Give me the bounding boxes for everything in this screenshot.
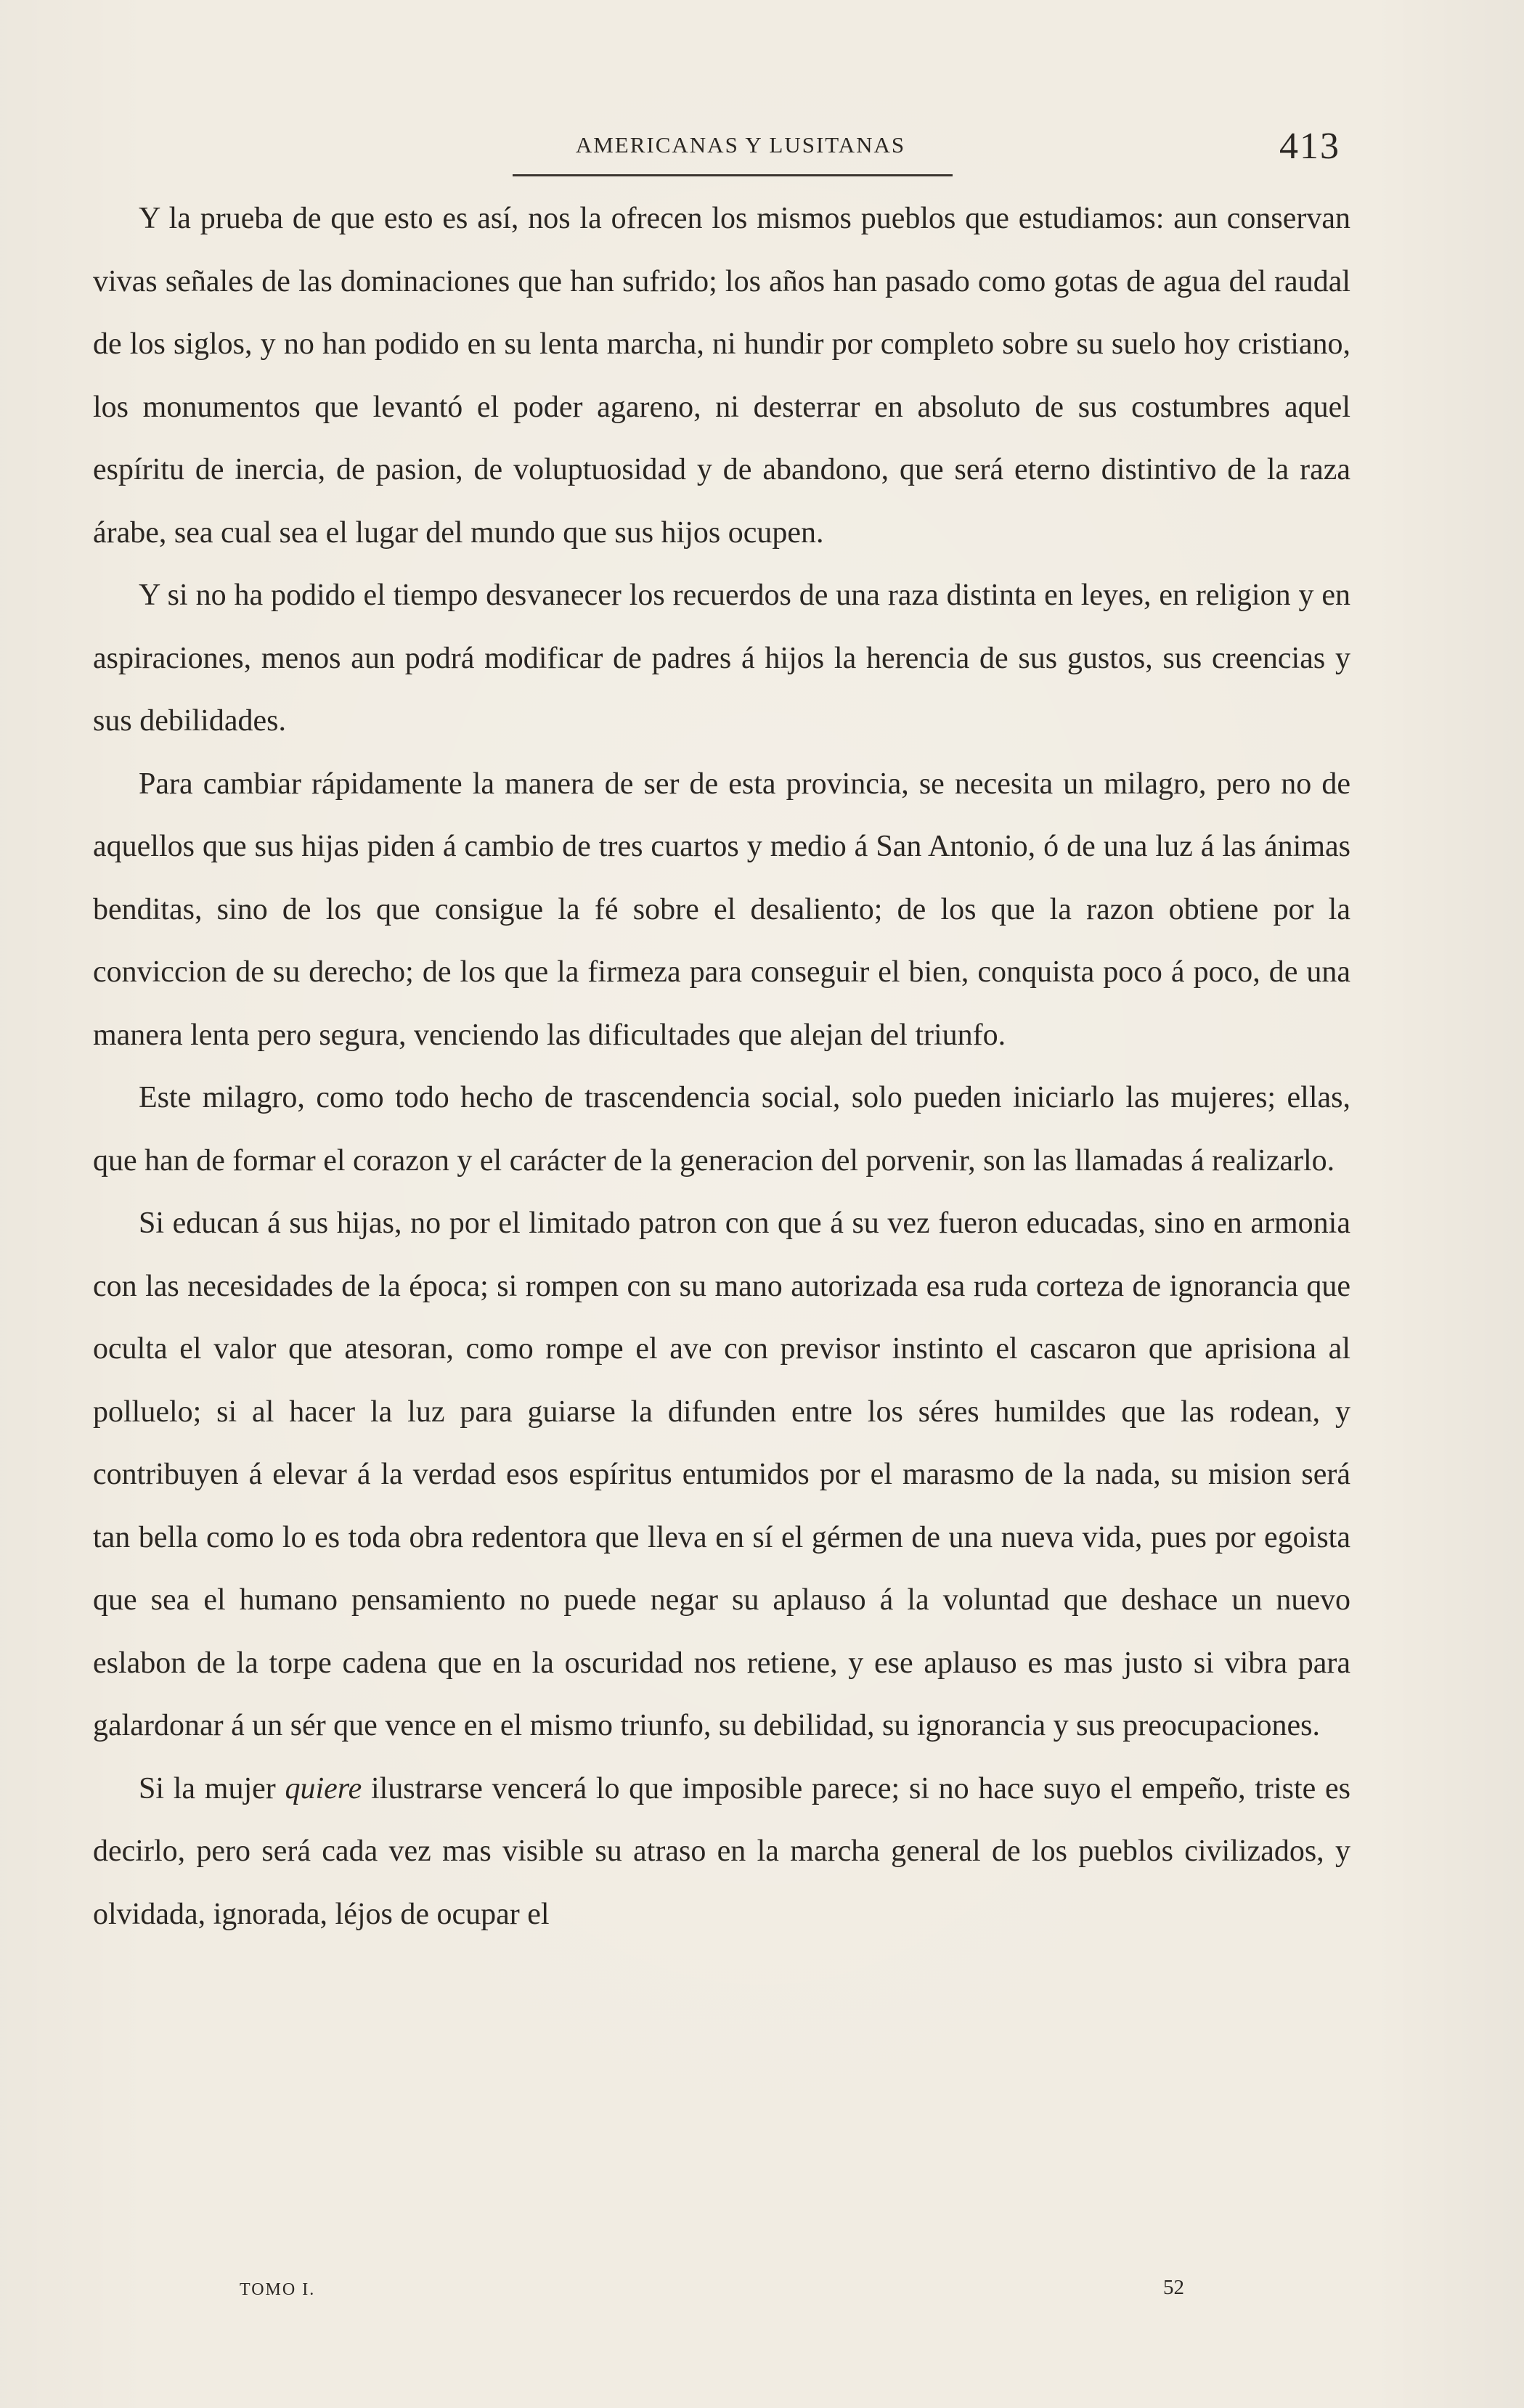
paragraph-6-start: Si la mujer <box>139 1771 285 1805</box>
header-rule <box>513 174 953 176</box>
paragraph-5: Si educan á sus hijas, no por el limitado patron con que á su vez fueron educadas, sino en armonia con las necesidades de la época; si rompen con su mano autorizada esa ruda corteza de ignorancia que oculta el valor que atesoran, como rompe el ave con previsor instinto el cascaron que aprisiona al polluelo; si al hacer la luz para guiarse la difunden entre los séres humildes que las rodean, y contribuyen á elevar á la verdad esos espíritus entumidos por el marasmo de la nada, su mision será tan bella como lo es toda obra redentora que lleva en sí el gérmen de una nueva vida, pues por egoista que sea el humano pensamiento no puede negar su aplauso á la voluntad que deshace un nuevo eslabon de la torpe cadena que en la oscuridad nos retiene, y ese aplauso es mas justo si vibra para galardonar á un sér que vence en el mismo triunfo, su debilidad, su ignorancia y sus preocupaciones. <box>93 1207 1350 1742</box>
paragraph-2: Y si no ha podido el tiempo desvanecer los recuerdos de una raza distinta en leyes, en religion y en aspiraciones, menos aun podrá modificar de padres á hijos la herencia de sus gustos, sus creencias y sus debilidades. <box>93 579 1350 738</box>
volume-label: TOMO I. <box>240 2280 316 2299</box>
running-header: AMERICANAS Y LUSITANAS <box>575 132 906 158</box>
italic-emphasis: quiere <box>285 1771 362 1805</box>
paragraph-4: Este milagro, como todo hecho de trascendencia social, solo pueden iniciarlo las mujeres; ellas, que han de formar el corazon y el carácter de la generacion del porvenir, son las llamadas á realizarlo. <box>93 1081 1350 1178</box>
body-text <box>93 187 1350 1946</box>
signature-mark: 52 <box>1163 2276 1184 2299</box>
paragraph-6-rest: ilustrarse vencerá lo que imposible parece; si no hace suyo el empeño, triste es decirlo, pero será cada vez mas visible su atraso en la marcha general de los pueblos civilizados, y olvidada, ignorada, léjos de ocupar el <box>93 1771 1350 1931</box>
page-number: 413 <box>1279 126 1340 167</box>
paragraph-6 <box>93 1758 1350 1946</box>
paragraph-1: Y la prueba de que esto es así, nos la ofrecen los mismos pueblos que estudiamos: aun conservan vivas señales de las dominaciones que han sufrido; los años han pasado como gotas de agua del raudal de los siglos, y no han podido en su lenta marcha, ni hundir por completo sobre su suelo hoy cristiano, los monumentos que levantó el poder agareno, ni desterrar en absoluto de sus costumbres aquel espíritu de inercia, de pasion, de voluptuosidad y de abandono, que será eterno distintivo de la raza árabe, sea cual sea el lugar del mundo que sus hijos ocupen. <box>93 202 1350 550</box>
paragraph-3: Para cambiar rápidamente la manera de ser de esta provincia, se necesita un milagro, pero no de aquellos que sus hijas piden á cambio de tres cuartos y medio á San Antonio, ó de una luz á las ánimas benditas, sino de los que consigue la fé sobre el desaliento; de los que la razon obtiene por la conviccion de su derecho; de los que la firmeza para conseguir el bien, conquista poco á poco, de una manera lenta pero segura, venciendo las dificultades que alejan del triunfo. <box>93 767 1350 1052</box>
